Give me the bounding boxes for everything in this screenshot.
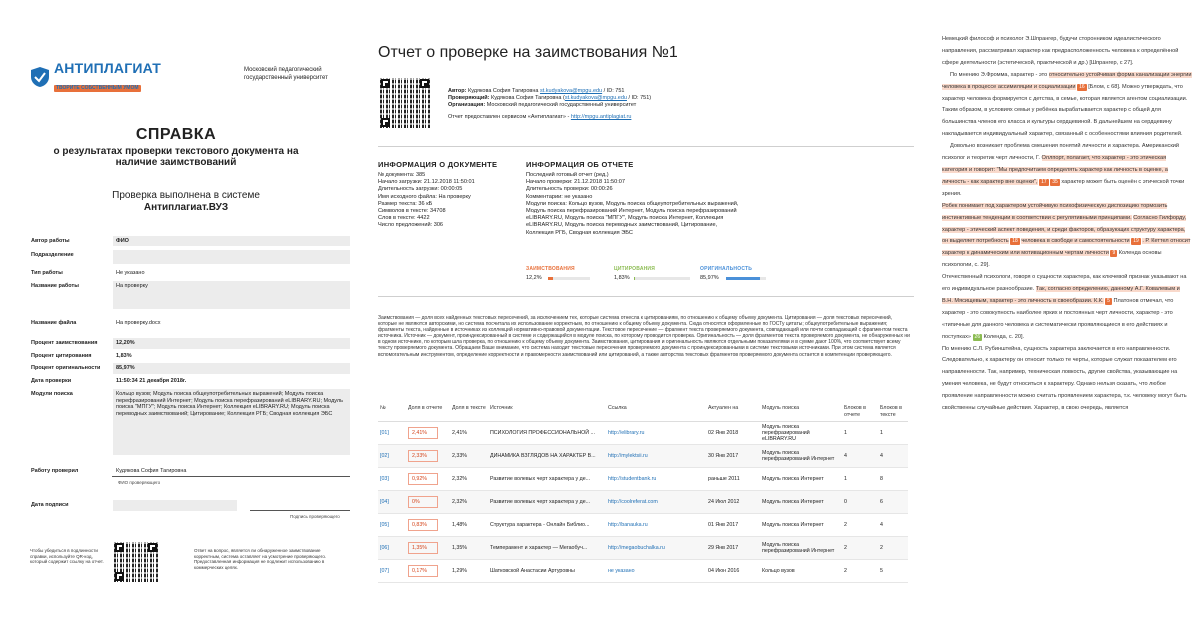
row-blocks-text: 8 <box>878 468 908 491</box>
field-value: ФИО <box>113 236 350 246</box>
source-tag[interactable]: 16 <box>1079 83 1085 90</box>
field-borrowing <box>28 338 350 349</box>
signature-note: Подпись проверяющего <box>290 514 340 519</box>
field-label: Название файла <box>31 320 77 326</box>
shield-icon <box>30 66 50 88</box>
author-label: Автор: <box>448 88 467 94</box>
row-number: [03] <box>378 468 406 491</box>
text-fragment: По мнению Э.Фромма, характер - это <box>950 71 1048 78</box>
borrowed-fragment[interactable]: Оллпорт, полагает, что характер - это этическая категория и говорит: "Мы предпочитаем определять характер как личность в оценке, а личность - как характер вне оценки", <box>942 155 1168 185</box>
row-blocks-text: 6 <box>878 491 908 514</box>
field-label: Тип работы <box>31 270 63 276</box>
row-blocks-text: 4 <box>878 514 908 537</box>
row-blocks-text: 1 <box>878 422 908 445</box>
field-originality <box>28 363 350 374</box>
row-number: [07] <box>378 560 406 583</box>
share-report-box: 2,41% <box>408 427 438 439</box>
checker-email-link[interactable]: st.kudyakova@mpgu.edu <box>564 95 627 101</box>
source-tag[interactable]: 35 <box>1052 178 1058 185</box>
row-share-report <box>406 445 450 468</box>
source-tag[interactable]: 5 <box>1107 297 1110 304</box>
text-panel <box>930 0 1200 625</box>
checker-note: ФИО проверяющего <box>118 480 161 485</box>
row-number: [01] <box>378 422 406 445</box>
doc-info-line: Число предложений: 306 <box>378 222 444 229</box>
sources-table <box>378 402 908 583</box>
row-blocks-text: 4 <box>878 445 908 468</box>
col-blocks-text: Блоков в тексте <box>878 402 908 422</box>
row-share-report <box>406 537 450 560</box>
col-link: Ссылка <box>606 402 706 422</box>
row-number: [06] <box>378 537 406 560</box>
table-row[interactable] <box>378 560 908 583</box>
source-tag[interactable]: 19 <box>1133 238 1139 245</box>
text-fragment: Платонов отмечал, что характер - это совокупность наиболее ярких и постоянных черт личности, характер - это «типичные для данного человека и систематически проявляющиеся в его действиях и поступках» <box>942 297 1174 340</box>
field-checker <box>28 466 350 477</box>
row-link[interactable]: http://banauka.ru <box>606 514 706 537</box>
source-tag[interactable]: 17 <box>1041 178 1047 185</box>
col-module: Модуль поиска <box>760 402 842 422</box>
table-row[interactable] <box>378 491 908 514</box>
check-line-2: Антиплагиат.ВУЗ <box>143 202 229 213</box>
originality-label: ОРИГИНАЛЬНОСТЬ <box>700 266 753 272</box>
share-report-box: 0,83% <box>408 519 438 531</box>
row-share-report <box>406 560 450 583</box>
share-report-box: 2,33% <box>408 450 438 462</box>
row-share-report <box>406 514 450 537</box>
row-share-text: 1,29% <box>450 560 488 583</box>
row-number: [05] <box>378 514 406 537</box>
field-value: Кудякова София Тагировна <box>116 468 187 474</box>
divider <box>378 296 914 297</box>
doc-info-line: Размер текста: 36 кБ <box>378 200 433 207</box>
definitions-text: Заимствования — доля всех найденных текстовых пересечений, за исключением тех, которые система отнесла к цитированиям, по отношению к общему объему документа. Цитирования — доля текстовых пересечений, которые не являются авторскими, но система посчитала их использование корректным, по отношению к общему объему документа. Сюда относятся оформленные по ГОСТу цитаты; общеупотребительные выражения; фрагменты текста, найденные в источниках из коллекций нормативно-правовой документации. Текстовое пересечение — фрагмент текста проверяемого документа, совпадающий или почти совпадающий с фрагментом текста источника. Источник — документ, проиндексированный в системе и содержащийся в модуле поиска, по которому проводится проверка. Оригинальность — доля фрагментов текста проверяемого документа, не обнаруженных ни в одном источнике, по которым шла проверка, по отношению к общему объему документа. Заимствования, цитирования и оригинальность являются отдельными показателями и в сумме дают 100%, что соответствует всему тексту проверяемого документа. Обращаем Ваше внимание, что система находит текстовые пересечения проверяемого документа с проиндексированными в системе текстовыми источниками. При этом система является вспомогательным инструментом, определение корректности и правомерности заимствований или цитирований, а также авторства текстовых фрагментов проверяемого документа остается в компетенции проверяющего. <box>378 315 910 358</box>
report-info-line: eLIBRARY.RU, Модуль поиска "МПГУ", Модуль поиска Интернет, Коллекция <box>526 215 724 222</box>
signature-line <box>250 510 350 511</box>
borrowing-value: 12,2% <box>526 275 542 281</box>
doc-info-line: Символов в тексте: 34708 <box>378 208 446 215</box>
field-label: Работу проверил <box>31 468 79 474</box>
borrowed-fragment[interactable]: относительно устойчивая форма канализации энергии человека в процессе ассимиляции и социализации <box>942 71 1192 90</box>
row-source[interactable]: Развитие волевых черт характера у де... <box>488 491 606 514</box>
report-info-line: Длительность проверки: 00:00:26 <box>526 186 613 193</box>
row-link[interactable]: не указано <box>606 560 706 583</box>
row-share-text: 2,33% <box>450 445 488 468</box>
table-row[interactable] <box>378 422 908 445</box>
originality-bar <box>726 277 766 280</box>
field-modules <box>28 389 350 455</box>
doc-info-line: № документа: 385 <box>378 172 426 178</box>
row-module: Модуль поиска перефразирований Интернет <box>760 445 842 468</box>
row-blocks-report: 2 <box>842 560 878 583</box>
row-module: Модуль поиска Интернет <box>760 514 842 537</box>
author-email-link[interactable]: st.kudyakova@mpgu.edu <box>539 88 603 94</box>
field-filename <box>28 318 350 329</box>
row-share-report <box>406 468 450 491</box>
borrowed-fragment[interactable]: Согласно Гилфорду, характер - этический аспект поведения, и среди факторов, образующих структуру характера, он выделяет потребность <box>942 214 1187 245</box>
row-source[interactable]: Темперамент и характер — Мегаобуч... <box>488 537 606 560</box>
report-info-line: Модуль поиска перефразирований Интернет, Модуль поиска перефразирований <box>526 208 737 215</box>
doc-info <box>378 172 518 230</box>
report-info-line: Последний готовый отчет (ред.) <box>526 172 609 178</box>
table-header-row <box>378 402 908 422</box>
share-report-box: 0,92% <box>408 473 438 485</box>
qr-code[interactable] <box>114 542 158 582</box>
report-info-line: eLIBRARY.RU, Модуль поиска переводных заимствований, Цитирование, <box>526 222 718 229</box>
source-tag[interactable]: 9 <box>1112 250 1116 257</box>
document-text <box>942 34 1192 415</box>
text-fragment: Довольно возникает проблема смешения понятий личности и характера. Американский психолог и теоретик черт личности, Г. <box>942 143 1180 162</box>
check-system <box>60 190 312 214</box>
certificate-title: СПРАВКА <box>135 126 217 143</box>
report-qr-code[interactable] <box>380 78 430 128</box>
borrowed-fragment[interactable]: . Р. Кеттел относит характер к динамическим или мотивационным чертам личности <box>942 238 1191 257</box>
author-id: / ID: 751 <box>603 88 625 94</box>
row-blocks-report: 1 <box>842 422 878 445</box>
borrowed-fragment[interactable]: человека в свободе и самостоятельности <box>1021 238 1130 245</box>
row-share-text: 2,32% <box>450 491 488 514</box>
report-info-line: Модули поиска: Кольцо вузов, Модуль поиска общеупотребительных выражений, <box>526 200 739 207</box>
share-report-box: 0,17% <box>408 565 438 577</box>
doc-info-title: ИНФОРМАЦИЯ О ДОКУМЕНТЕ <box>378 160 498 169</box>
borrowed-fragment[interactable]: Робек понимает под характером устойчивую психофизическую диспозицию тормозить инстинктивные тенденции в соответствии с регулятивными принципами. <box>942 202 1168 221</box>
university-name: Московский педагогический государственный университет <box>244 67 328 81</box>
field-department <box>28 250 350 264</box>
org-label: Организация: <box>448 102 486 108</box>
originality-value: 85,97% <box>700 275 719 281</box>
row-link[interactable]: http://megaobuchalka.ru <box>606 537 706 560</box>
citation-label: ЦИТИРОВАНИЯ <box>614 266 656 272</box>
text-fragment: Отечественный психологи, говоря о сущности характера, как ключевой признак указывают на его индивидуальное разнообразие. <box>942 274 1187 293</box>
field-author <box>28 236 350 246</box>
row-source[interactable]: Структура характера - Онлайн Библио... <box>488 514 606 537</box>
field-title <box>28 281 350 309</box>
sources-table-body <box>378 422 908 583</box>
qr-note: Чтобы убедиться в подлинности справки, используйте QR-код, который содержит ссылку на отчет. <box>30 548 104 564</box>
borrowing-label: ЗАИМСТВОВАНИЯ <box>526 266 575 272</box>
antiplagiat-logo <box>30 60 161 94</box>
text-paragraph: По мнению С.Л. Рубинштейна, сущность характера заключается в его направленности. Следовательно, к характеру он относит только те черты, которые служат показателем его направленности. Так, например, техническая ловкость, другие свойства, указывающие на умения человека, не будут относиться к характеру. Однако нельзя сказать, что любое проявление направленности можно считать проявлением характера, т.к. человеку могут быть свойственны случайные действия. Характер, в свою очередь, является <box>942 345 1187 412</box>
doc-info-line: Имя исходного файла: На проверку <box>378 193 471 200</box>
citation-value: 1,83% <box>614 275 630 281</box>
field-value: 12,20% <box>113 338 350 349</box>
share-report-box: 0% <box>408 496 438 508</box>
borrowing-fill <box>548 277 553 280</box>
row-blocks-report: 2 <box>842 514 878 537</box>
row-module: Модуль поиска перефразирований eLIBRARY.RU <box>760 422 842 445</box>
citation-fill <box>634 277 635 280</box>
row-number: [02] <box>378 445 406 468</box>
logo-tagline: ТВОРИТЕ СОБСТВЕННЫМ УМОМ <box>56 85 139 91</box>
row-date: 02 Янв 2018 <box>706 422 760 445</box>
row-share-report <box>406 422 450 445</box>
field-value: 1,83% <box>116 353 132 359</box>
checker-name: Кудякова София Тагировна ( <box>491 95 565 101</box>
borrowing-bar <box>548 277 590 280</box>
row-date: 30 Янв 2017 <box>706 445 760 468</box>
text-fragment: [Блом, с 68]. Можно утверждать, что характер человека формируется с детства, в семье, которая является агентом социализации. Таким образом, в условиях семьи у ребёнка вырабатывается характер с общей для большинства членов его класса и культуры сердцевиной. В дальнейшем на сердцевину накладывается индивидуальный характер, связанный с особенностями влияния родителей. <box>942 83 1188 138</box>
row-date: раньше 2011 <box>706 468 760 491</box>
service-link[interactable]: http://mpgu.antiplagiat.ru <box>570 114 632 120</box>
doc-info-line: Начало загрузки: 21.12.2018 11:50:01 <box>378 179 475 186</box>
field-label: Дата проверки <box>31 378 72 384</box>
row-source[interactable]: ПСИХОЛОГИЯ ПРОФЕССИОНАЛЬНОЙ ... <box>488 422 606 445</box>
row-blocks-report: 2 <box>842 537 878 560</box>
field-value <box>113 250 350 264</box>
report-panel <box>352 0 930 625</box>
row-blocks-report: 0 <box>842 491 878 514</box>
col-number: № <box>378 402 406 422</box>
citation-bar <box>634 277 690 280</box>
table-row[interactable] <box>378 445 908 468</box>
col-blocks-report: Блоков в отчете <box>842 402 878 422</box>
field-label: Процент оригинальности <box>31 365 101 371</box>
report-info-line: Коллекция РГБ, Сводная коллекция ЭБС <box>526 229 633 236</box>
row-source[interactable]: ДИНАМИКА ВЗГЛЯДОВ НА ХАРАКТЕР В... <box>488 445 606 468</box>
field-value: 11:50:34 21 декабря 2018г. <box>116 378 187 384</box>
text-fragment: Коленда основы психологии, с. 29]. <box>942 250 1162 269</box>
row-module: Модуль поиска перефразирований Интернет <box>760 537 842 560</box>
field-type <box>28 268 350 279</box>
field-value: Не указано <box>116 270 145 276</box>
row-blocks-text: 2 <box>878 537 908 560</box>
col-share-text: Доля в тексте <box>450 402 488 422</box>
row-link[interactable]: http://studentbank.ru <box>606 468 706 491</box>
row-blocks-report: 4 <box>842 445 878 468</box>
table-row[interactable] <box>378 468 908 491</box>
field-value: Кольцо вузов; Модуль поиска общеупотребительных выражений; Модуль поиска перефразирований Интернет; Модуль поиска перефразирований eLIBRARY.RU; Модуль поиска "МПГУ"; Модуль поиска Интернет; Коллекция eLIBRARY.RU; Модуль поиска переводных заимствований; Цитирование; Коллекция РГБ; Сводная коллекция ЭБС <box>113 389 350 455</box>
row-share-text: 1,35% <box>450 537 488 560</box>
report-info-line: Комментарии: не указано <box>526 193 593 200</box>
divider <box>378 146 914 147</box>
text-paragraph: Немецкий философ и психолог Э.Шпрангер, будучи сторонником идеалистического направления, рассматривал характер как предрасположенность человека к определённой сфере деятельности (эстетической, практической и др.) [Шпрангер, с 27]. <box>942 36 1179 66</box>
row-module: Модуль поиска Интернет <box>760 491 842 514</box>
text-fragment: Коленда, с. 20]. <box>983 333 1025 340</box>
field-citation <box>28 351 350 362</box>
borrowed-fragment[interactable]: Так, согласно определению, данному А.Г. Ковалевым и В.Н. Мясищевым, характер - это личность в своеобразии. К.К. <box>942 286 1180 304</box>
field-value: На проверку.docx <box>116 320 161 326</box>
logo-name: АНТИПЛАГИАТ <box>54 60 161 76</box>
row-share-text: 1,48% <box>450 514 488 537</box>
row-module: Кольцо вузов <box>760 560 842 583</box>
row-share-report <box>406 491 450 514</box>
field-label: Название работы <box>31 283 79 289</box>
row-link[interactable]: http://mylektsii.ru <box>606 445 706 468</box>
row-number: [04] <box>378 491 406 514</box>
field-value <box>113 500 237 511</box>
field-label: Процент цитирования <box>31 353 92 359</box>
table-row[interactable] <box>378 537 908 560</box>
citation-tag[interactable]: 26 <box>974 333 981 340</box>
row-date: 24 Июл 2012 <box>706 491 760 514</box>
originality-fill <box>726 277 760 280</box>
row-blocks-report: 1 <box>842 468 878 491</box>
field-date <box>28 376 350 387</box>
row-source[interactable]: Шатковской Анастасии Артуровны <box>488 560 606 583</box>
col-share-report: Доля в отчете <box>406 402 450 422</box>
row-source[interactable]: Развитие волевых черт характера у де... <box>488 468 606 491</box>
source-tag[interactable]: 18 <box>1012 238 1018 245</box>
row-blocks-text: 5 <box>878 560 908 583</box>
row-link[interactable]: http://elibrary.ru <box>606 422 706 445</box>
col-source: Источник <box>488 402 606 422</box>
service-text: Отчет предоставлен сервисом «Антиплагиат» - <box>448 114 570 120</box>
author-name: Кудякова София Тагировна <box>467 88 539 94</box>
field-label: Дата подписи <box>31 502 69 508</box>
checker-label: Проверяющий: <box>448 95 490 101</box>
doc-info-line: Длительность загрузки: 00:00:05 <box>378 186 463 193</box>
org-name: Московский педагогический государственный университет <box>486 102 637 108</box>
row-share-text: 2,41% <box>450 422 488 445</box>
certificate-panel <box>0 0 352 625</box>
row-date: 01 Янв 2017 <box>706 514 760 537</box>
field-value: 85,97% <box>113 363 350 374</box>
checker-line <box>112 476 350 477</box>
report-meta <box>448 88 908 121</box>
field-label: Модули поиска <box>31 391 73 397</box>
checker-id: / ID: 751) <box>628 95 652 101</box>
certificate-subtitle: о результатах проверки текстового документа на наличие заимствований <box>53 146 299 168</box>
text-fragment: характер может быть оценён с этической точки зрения. <box>942 178 1185 197</box>
field-label: Процент заимствования <box>31 340 98 346</box>
field-value: На проверку <box>113 281 350 309</box>
share-report-box: 1,35% <box>408 542 438 554</box>
report-info-title: ИНФОРМАЦИЯ ОБ ОТЧЕТЕ <box>526 160 634 169</box>
report-info-line: Начало проверки: 21.12.2018 11:50:07 <box>526 179 626 186</box>
row-date: 29 Янв 2017 <box>706 537 760 560</box>
answer-note: Ответ на вопрос, является ли обнаруженное заимствование корректным, система оставляет на усмотрение проверяющего. Предоставленная информация не подлежит использованию в коммерческих целях. <box>194 548 327 570</box>
row-date: 04 Июн 2016 <box>706 560 760 583</box>
report-info <box>526 172 796 237</box>
report-title: Отчет о проверке на заимствования №1 <box>378 44 678 61</box>
field-label: Автор работы <box>31 238 70 244</box>
field-label: Подразделение <box>31 252 74 258</box>
check-line-1: Проверка выполнена в системе <box>112 190 260 201</box>
col-date: Актуален на <box>706 402 760 422</box>
row-share-text: 2,32% <box>450 468 488 491</box>
table-row[interactable] <box>378 514 908 537</box>
doc-info-line: Слов в тексте: 4422 <box>378 215 430 222</box>
row-link[interactable]: http://coolreferat.com <box>606 491 706 514</box>
row-module: Модуль поиска Интернет <box>760 468 842 491</box>
